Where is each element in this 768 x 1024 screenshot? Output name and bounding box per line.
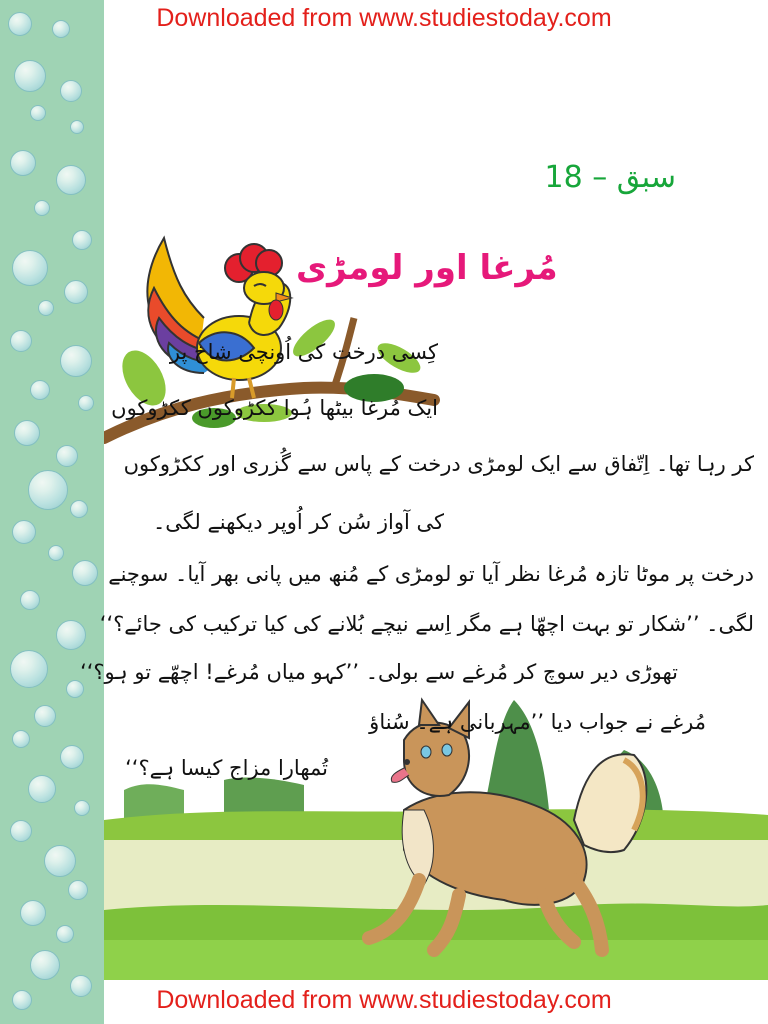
decorative-side-strip bbox=[0, 0, 104, 1024]
bubble-decoration bbox=[10, 650, 48, 688]
text-line-7: تھوڑی دیر سوچ کر مُرغے سے بولی۔ ’’کہو میاں مُرغے! اچھّے تو ہو؟‘‘ bbox=[80, 660, 678, 684]
bubble-decoration bbox=[10, 150, 36, 176]
bubble-decoration bbox=[64, 280, 88, 304]
bubble-decoration bbox=[20, 590, 40, 610]
text-line-5: درخت پر موٹا تازہ مُرغا نظر آیا تو لومڑی کے مُنھ میں پانی بھر آیا۔ سوچنے bbox=[108, 562, 754, 586]
bubble-decoration bbox=[30, 380, 50, 400]
bubble-decoration bbox=[70, 500, 88, 518]
text-line-3: کر رہا تھا۔ اِتّفاق سے ایک لومڑی درخت کے پاس سے گُزری اور ککڑوکوں bbox=[123, 452, 754, 476]
bubble-decoration bbox=[10, 820, 32, 842]
bubble-decoration bbox=[28, 775, 56, 803]
bubble-decoration bbox=[78, 395, 94, 411]
text-line-6: لگی۔ ’’شکار تو بہت اچھّا ہے مگر اِسے نیچے بُلانے کی کیا ترکیب کی جائے؟‘‘ bbox=[99, 612, 754, 636]
bubble-decoration bbox=[72, 560, 98, 586]
bubble-decoration bbox=[10, 330, 32, 352]
bubble-decoration bbox=[60, 80, 82, 102]
text-line-2: ایک مُرغا بیٹھا ہُوا ککڑوکوں ککڑوکوں bbox=[111, 396, 438, 420]
bubble-decoration bbox=[56, 165, 86, 195]
bubble-decoration bbox=[28, 470, 68, 510]
bubble-decoration bbox=[34, 705, 56, 727]
bubble-decoration bbox=[12, 730, 30, 748]
bubble-decoration bbox=[60, 745, 84, 769]
bubble-decoration bbox=[14, 60, 46, 92]
text-line-4: کی آواز سُن کر اُوپر دیکھنے لگی۔ bbox=[153, 510, 444, 534]
watermark-top: Downloaded from www.studiestoday.com bbox=[156, 4, 612, 32]
watermark-bottom: Downloaded from www.studiestoday.com bbox=[156, 986, 612, 1014]
bubble-decoration bbox=[68, 880, 88, 900]
bubble-decoration bbox=[30, 105, 46, 121]
lesson-number: سبق – 18 bbox=[544, 160, 676, 195]
bubble-decoration bbox=[14, 420, 40, 446]
bubble-decoration bbox=[12, 520, 36, 544]
bubble-decoration bbox=[56, 445, 78, 467]
bubble-decoration bbox=[20, 900, 46, 926]
bubble-decoration bbox=[30, 950, 60, 980]
bubble-decoration bbox=[44, 845, 76, 877]
bubble-decoration bbox=[74, 800, 90, 816]
bubble-decoration bbox=[70, 120, 84, 134]
bubble-decoration bbox=[56, 925, 74, 943]
bubble-decoration bbox=[38, 300, 54, 316]
bubble-decoration bbox=[48, 545, 64, 561]
bubble-decoration bbox=[34, 200, 50, 216]
text-line-1: کِسی درخت کی اُونچی شاخ پر bbox=[169, 340, 438, 364]
bubble-decoration bbox=[56, 620, 86, 650]
text-line-8: مُرغے نے جواب دیا ’’مہربانی ہے۔ سُناؤ bbox=[369, 710, 706, 734]
text-line-9: تُمھارا مزاج کیسا ہے؟‘‘ bbox=[125, 756, 328, 780]
lesson-title: مُرغا اور لومڑی bbox=[296, 248, 558, 288]
bubble-decoration bbox=[72, 230, 92, 250]
bubble-decoration bbox=[12, 250, 48, 286]
bubble-decoration bbox=[60, 345, 92, 377]
